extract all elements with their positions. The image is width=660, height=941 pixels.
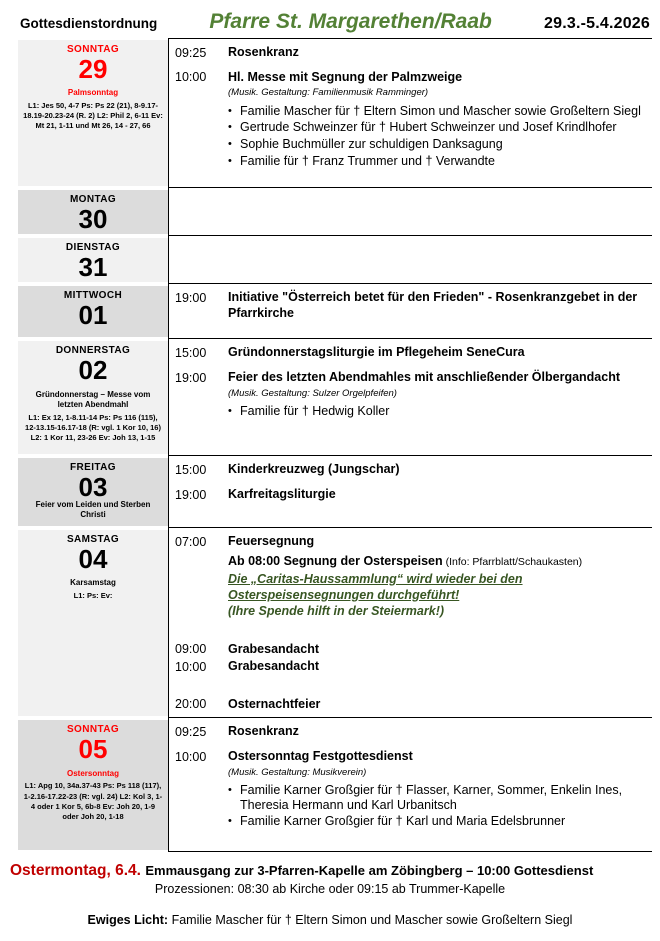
eternal-light-text: Familie Mascher für † Eltern Simon und Mascher sowie Großeltern Siegl [171,913,573,927]
event-title: Initiative "Österreich betet für den Frieden" - Rosenkranzgebet in der Pfarrkirche [228,290,638,320]
date-range: 29.3.-5.4.2026 [544,15,650,32]
event-time: 19:00 [175,290,207,305]
event-body [228,462,644,478]
day-cell [18,341,168,454]
event-time: 19:00 [175,487,207,502]
intention-text: Familie Mascher für † Eltern Simon und Mascher sowie Großeltern Siegl [240,103,641,118]
intention-text: Familie für † Franz Trummer und † Verwandte [240,153,495,168]
event-time: 19:00 [175,370,207,385]
schedule-table [18,38,652,852]
event-time: 10:00 [175,659,207,674]
easter-monday-title: Emmausgang zur 3-Pfarren-Kapelle am Zöbingberg – 10:00 Gottesdienst [145,863,594,879]
bullet-icon: • [228,404,232,417]
day-name: DIENSTAG [65,242,121,254]
day-number: 01 [78,299,108,330]
intention-item [228,404,644,419]
event-time: 09:25 [175,724,207,739]
event-time: 07:00 [175,534,207,549]
intentions-list [228,404,644,419]
music-note: (Musik. Gestaltung: Musikverein) [228,766,367,778]
intentions-list [228,783,644,829]
page-footer [8,861,652,927]
day-readings: L1: Apg 10, 34a.37-43 Ps: Ps 118 (117), 1-2.16-17.22-23 (R: vgl. 24) L2: Kol 3, 1-4 oder 1 Kor 5, 6b-8 Ev: Joh 20, 1-9 oder Joh 20, 1-18 [23,781,163,821]
processions-line: Prozessionen: 08:30 ab Kirche oder 09:15 ab Trummer-Kapelle [154,882,506,896]
day-subtitle: Gründonnerstag – Messe vom letzten Abendmahl [35,389,151,410]
event [175,290,644,321]
event-title: Hl. Messe mit Segnung der Palmzweige [228,69,463,84]
event [175,345,644,361]
document-type-title: Gottesdienstordnung [20,16,158,31]
events-cell [168,188,652,236]
event-body [228,70,644,169]
event-body [228,487,644,503]
day-row [18,718,652,852]
event-title: Feuersegnung [228,534,315,549]
event-body [228,642,644,658]
event [175,697,644,713]
eternal-light-label: Ewiges Licht: [87,913,169,927]
day-name: SONNTAG [66,44,120,55]
day-readings: L1: Ex 12, 1-8.11-14 Ps: Ps 116 (115), 12-13.15-16.17-18 (R: vgl. 1 Kor 10, 16) L2: 1 Kor 11, 23-26 Ev: Joh 13, 1-15 [25,413,161,443]
event-body [228,749,644,829]
event-title: Grabesandacht [228,641,320,656]
day-row [18,339,652,456]
day-cell [18,238,168,282]
day-row [18,284,652,339]
caritas-notice-note: (Ihre Spende hilft in der Steiermark!) [228,604,445,619]
bullet-icon: • [228,815,232,828]
day-subtitle: Ostersonntag [66,768,119,778]
day-subtitle: Palmsonntag [67,88,119,98]
event-subline-info: (Info: Pfarrblatt/Schaukasten) [442,555,583,568]
event-body [228,345,644,361]
day-readings: L1: Ps: Ev: [73,591,113,601]
events-cell [168,339,652,456]
easter-monday-label: Ostermontag, 6.4. [10,862,141,880]
day-row [18,188,652,236]
day-number: 03 [78,471,108,502]
page-header [8,8,652,38]
intention-text: Gertrude Schweinzer für † Hubert Schweinzer und Josef Krindlhofer [240,120,617,135]
day-cell [18,530,168,716]
intention-item [228,137,644,152]
events-cell [168,284,652,339]
caritas-notice: Die „Caritas-Haussammlung“ wird wieder bei den Osterspeisensegnungen durchgeführt! [228,571,523,603]
event-title: Rosenkranz [228,45,299,59]
event-title: Rosenkranz [228,724,299,739]
day-number: 02 [78,354,108,385]
day-cell [18,190,168,234]
event-title: Gründonnerstagsliturgie im Pflegeheim SeneCura [228,345,525,360]
event-subline-bold: Ab 08:00 Segnung der Osterspeisen [228,553,443,568]
event-subline [228,551,644,571]
day-number: 04 [78,543,108,574]
day-row [18,236,652,284]
event [175,749,644,829]
event-time: 15:00 [175,345,207,360]
day-readings: L1: Jes 50, 4-7 Ps: Ps 22 (21), 8-9.17-18.19-20.23-24 (R. 2) L2: Phil 2, 6-11 Ev: Mt 21, 1-11 und Mt 26, 14 - 27, 66 [23,100,163,131]
day-number: 30 [78,203,108,234]
event-time: 20:00 [175,697,207,712]
events-cell [168,718,652,852]
day-cell [18,458,168,526]
event-body [228,370,644,419]
events-cell [168,38,652,188]
day-name: DONNERSTAG [55,345,131,357]
day-subtitle: Karsamstag [70,578,116,588]
events-cell [168,236,652,284]
intention-text: Sophie Buchmüller zur schuldigen Danksagung [240,137,503,152]
day-subtitle: Feier vom Leiden und Sterben Christi [35,499,151,520]
event-time: 10:00 [175,749,207,764]
intention-item [228,783,644,813]
bullet-icon: • [228,104,232,117]
day-row [18,528,652,718]
event-title: Osternachtfeier [228,696,321,711]
day-number: 31 [78,251,108,282]
event-title: Grabesandacht [228,659,320,674]
event [175,462,644,478]
event-title: Karfreitagsliturgie [228,487,336,501]
event-body [228,534,644,619]
day-row [18,456,652,528]
day-row [18,38,652,188]
event [175,659,644,675]
day-number: 05 [78,733,108,764]
bullet-icon: • [228,138,232,151]
event [175,724,644,740]
event [175,642,644,658]
easter-monday-line [8,861,652,881]
intention-text: Familie Karner Großgier für † Flasser, Karner, Sommer, Enkelin Ines, Theresia Hermann und Karl Urbanitsch [240,782,623,812]
event [175,45,644,61]
day-cell [18,720,168,850]
bullet-icon: • [228,154,232,167]
event-time: 09:00 [175,642,207,657]
intention-item [228,814,644,829]
day-cell [18,40,168,186]
event-time: 09:25 [175,45,207,60]
intention-text: Familie für † Hedwig Koller [240,403,390,418]
day-name: MONTAG [69,194,117,205]
event-body [228,724,644,740]
bullet-icon: • [228,121,232,134]
eternal-light-line [8,913,652,927]
intention-item [228,104,644,119]
event-title: Ostersonntag Festgottesdienst [228,749,413,764]
day-number: 29 [78,53,108,84]
intention-text: Familie Karner Großgier für † Karl und Maria Edelsbrunner [240,814,566,829]
event [175,487,644,503]
day-name: SAMSTAG [66,534,120,546]
events-cell [168,528,652,718]
events-cell [168,456,652,528]
music-note: (Musik. Gestaltung: Familienmusik Ramminger) [228,87,429,99]
intentions-list [228,104,644,169]
parish-title: Pfarre St. Margarethen/Raab [209,10,492,33]
intention-item [228,120,644,135]
music-note: (Musik. Gestaltung: Sulzer Orgelpfeifen) [228,387,397,399]
event [175,370,644,419]
event [175,534,644,619]
event-body [228,659,644,675]
event-title: Kinderkreuzweg (Jungschar) [228,462,400,477]
event-body [228,290,644,321]
intention-item [228,154,644,169]
event-time: 15:00 [175,462,207,477]
day-name: MITTWOCH [63,290,123,302]
event-body [228,697,644,713]
event-time: 10:00 [175,70,207,85]
event-body [228,45,644,61]
bullet-icon: • [228,783,232,796]
day-name: FREITAG [70,462,116,474]
day-cell [18,286,168,337]
event-title: Feier des letzten Abendmahles mit anschließender Ölbergandacht [228,370,620,384]
event [175,70,644,169]
day-name: SONNTAG [66,724,120,736]
